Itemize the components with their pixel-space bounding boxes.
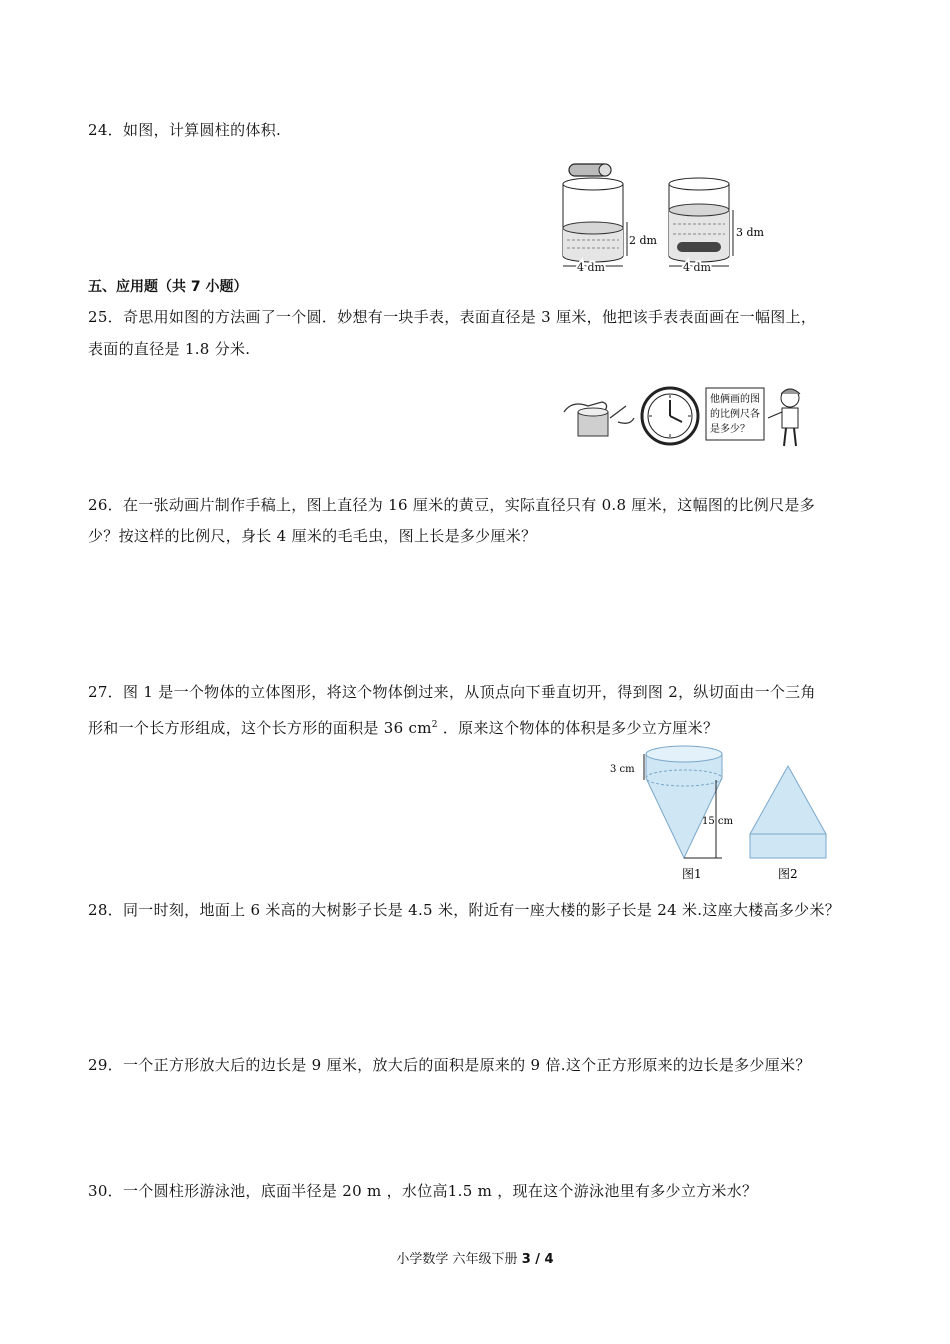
q24-left-width: 4 dm	[577, 261, 605, 274]
fig1-cone-height: 15 cm	[702, 816, 733, 827]
speech-line-2: 的比例尺各	[710, 409, 760, 420]
question-28: 28．同一时刻，地面上 6 米高的大树影子长是 4.5 米，附近有一座大楼的影子长是 24 米.这座大楼高多少米？	[88, 901, 841, 919]
area-value: 36 cm	[383, 719, 432, 737]
question-25-line-2: 表面的直径是 1.8 分米.	[88, 340, 251, 358]
fig2-label: 图2	[778, 867, 798, 881]
area-sup: 2	[431, 720, 438, 730]
question-27-line-1: 27．图 1 是一个物体的立体图形，将这个物体倒过来，从顶点向下垂直切开，得到图 2，纵切面由一个三角	[88, 683, 816, 701]
section-title: 五、应用题（共 7 小题）	[88, 279, 248, 295]
question-24: 24．如图，计算圆柱的体积.	[88, 121, 282, 139]
question-27-line-2: 形和一个长方形组成，这个长方形的面积是 36 $cm^2$ ．原来这个物体的体积是多少立方厘米？	[88, 719, 719, 737]
q27-figure	[606, 738, 834, 892]
fig1-label: 图1	[682, 867, 702, 881]
question-29: 29．一个正方形放大后的边长是 9 厘米，放大后的面积是原来的 9 倍.这个正方形原来的边长是多少厘米？	[88, 1056, 811, 1074]
question-30: 30．一个圆柱形游泳池，底面半径是 20 m ，水位高1.5 m ，现在这个游泳池里有多少立方米水？	[88, 1182, 758, 1200]
q24-right-width: 4 dm	[683, 261, 711, 274]
q25-figure	[558, 382, 818, 456]
footer-text: 小学数学 六年级下册	[396, 1252, 522, 1267]
q24-right-height: 3 dm	[736, 226, 764, 239]
q24-figure	[555, 158, 765, 282]
question-25-line-1: 25．奇思用如图的方法画了一个圆．妙想有一块手表，表面直径是 3 厘米，他把该手表表面画在一幅图上，	[88, 308, 817, 326]
speech-line-1: 他俩画的图	[710, 394, 760, 405]
page-footer	[0, 1248, 950, 1267]
speech-line-3: 是多少？	[710, 424, 750, 435]
q24-left-height: 2 dm	[629, 234, 657, 247]
fig1-top-height: 3 cm	[610, 764, 635, 775]
page-number: 3 / 4	[521, 1252, 554, 1267]
question-26-line-2: 少？按这样的比例尺，身长 4 厘米的毛毛虫，图上长是多少厘米？	[88, 527, 537, 545]
question-26-line-1: 26．在一张动画片制作手稿上，图上直径为 16 厘米的黄豆，实际直径只有 0.8 厘米，这幅图的比例尺是多	[88, 496, 816, 514]
